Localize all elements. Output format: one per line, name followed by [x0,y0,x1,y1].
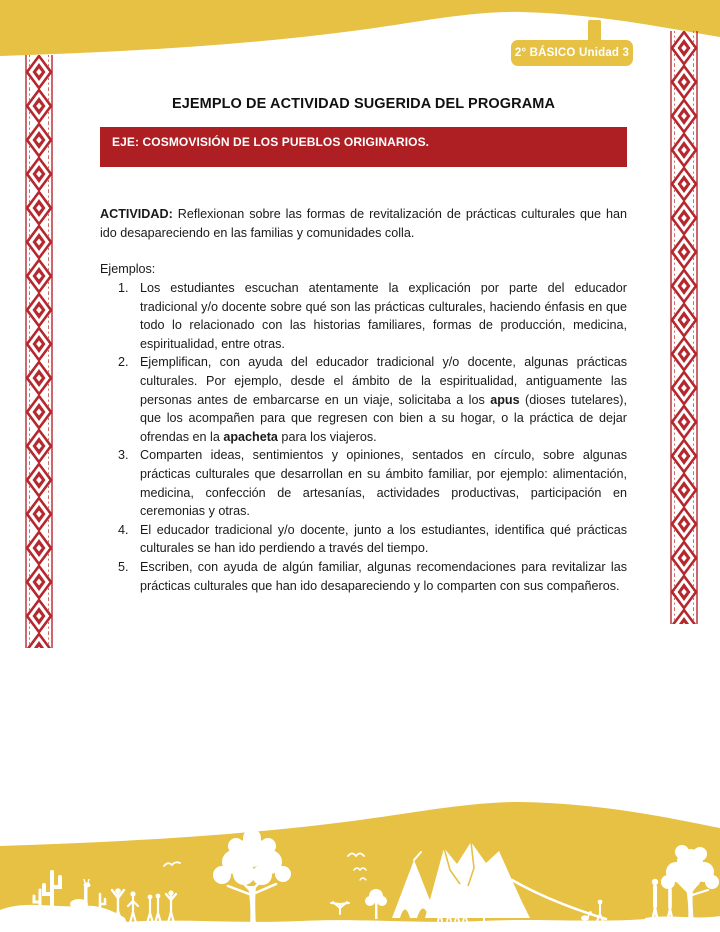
example-text [140,558,627,595]
landscape-illustration [0,790,720,932]
eje-banner [100,127,627,167]
example-item-3 [100,446,627,520]
eje-banner-label: EJE: COSMOVISIÓN DE LOS PUEBLOS ORIGINARIOS. [112,135,430,149]
activity-label: ACTIVIDAD: [100,207,173,221]
example-item-5 [100,558,627,595]
example-number: 5. [118,559,129,574]
example-item-1 [100,279,627,353]
example-text [140,353,627,446]
example-bold-term: apus [490,392,520,407]
document-content [100,0,627,595]
example-text [140,279,627,353]
example-text [140,521,627,558]
example-text-segment: El educador tradicional y/o docente, junto a los estudiantes, identifica qué prácticas culturales se han ido perdiendo a través del tiempo. [140,522,627,556]
unit-badge: 2° BÁSICO Unidad 3 [511,40,633,66]
example-number: 4. [118,522,129,537]
example-text-segment: Los estudiantes escuchan atentamente la explicación por parte del educador tradicional y/o docente sobre qué son las prácticas culturales, haciendo énfasis en que todo lo relacionado con las historias familiares, formas de producción, medicina, espiritualidad, entre otras. [140,281,627,351]
example-text-segment: (dioses tutelares), que los acompañen para que regresen con bien a su hogar, o la práctica de dejar ofrendas en la [140,392,627,444]
example-text [140,446,627,520]
example-number: 2. [118,355,129,370]
example-number: 1. [118,281,129,295]
activity-text: Reflexionan sobre las formas de revitalización de prácticas culturales que han ido desapareciendo en las familias y comunidades colla. [100,207,628,240]
example-item-2 [100,353,627,446]
example-text-segment: Comparten ideas, sentimientos y opiniones, sentados en círculo, sobre algunas prácticas culturales que desarrollan en su ámbito familiar, por ejemplo: alimentación, medicina, confección de artesanías, actividades productivas, participación en ceremonias y otras. [140,448,627,519]
example-text-segment: Escriben, con ayuda de algún familiar, algunas recomendaciones para revitalizar las prácticas culturales que han ido desapareciendo y lo comparten con sus compañeros. [140,559,627,593]
examples-list [100,279,627,595]
example-text-segment: para los viajeros. [277,429,377,444]
andean-border-left-icon [25,55,53,648]
example-item-4 [100,521,627,558]
example-text-segment: Ejemplifican, con ayuda del educador tradicional y/o docente, algunas prácticas culturales. Por ejemplo, desde el ámbito de la espiritualidad, antiguamente las personas antes de embarcarse en un viaje, solicitaba a los [140,355,627,407]
example-bold-term: apacheta [223,429,278,444]
andean-border-right-icon [670,31,698,624]
examples-label: Ejemplos: [100,262,156,276]
page-title: EJEMPLO DE ACTIVIDAD SUGERIDA DEL PROGRAMA [171,96,556,112]
activity-paragraph [100,205,627,243]
example-number: 3. [118,448,129,463]
